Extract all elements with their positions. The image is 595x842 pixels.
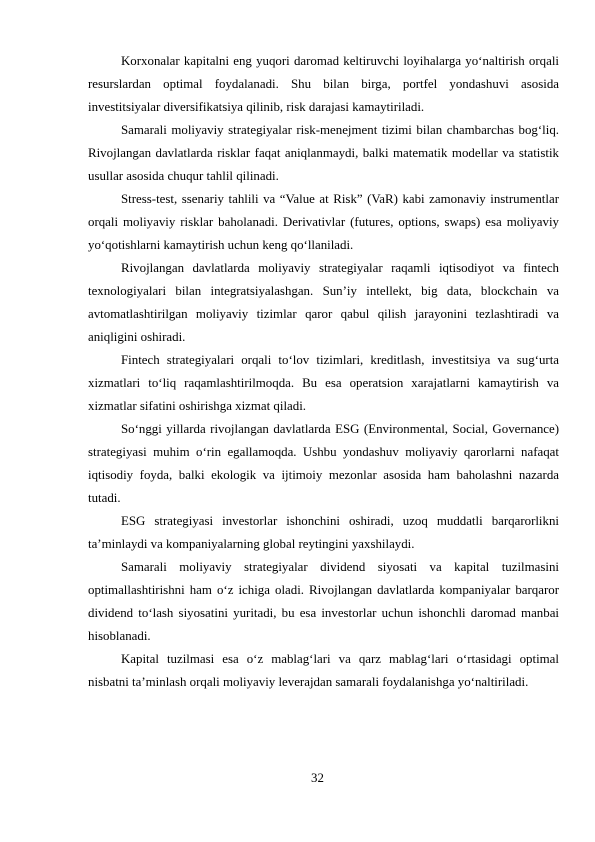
paragraph: Rivojlangan davlatlarda moliyaviy strategiyalar raqamli iqtisodiyot va fintech texnologiyalari bilan integratsiyalashgan. Sun’iy intellekt, big data, blockchain va avtomatlashtirilgan moliyaviy tizimlar qaror qabul qilish jarayonini tezlashtiradi va aniqligini oshiradi. [88, 261, 559, 344]
paragraph: Fintech strategiyalari orqali to‘lov tizimlari, kreditlash, investitsiya va sug‘urta xizmatlari to‘liq raqamlashtirilmoqda. Bu esa operatsion xarajatlarni kamaytirish va xizmatlar sifatini oshirishga xizmat qiladi. [88, 353, 559, 413]
paragraph: Stress-test, ssenariy tahlili va “Value at Risk” (VaR) kabi zamonaviy instrumentlar orqali moliyaviy risklar baholanadi. Derivativlar (futures, options, swaps) esa moliyaviy yo‘qotishlarni kamaytirish uchun keng qo‘llaniladi. [88, 192, 559, 252]
paragraph: Korxonalar kapitalni eng yuqori daromad keltiruvchi loyihalarga yo‘naltirish orqali resurslardan optimal foydalanadi. Shu bilan birga, portfel yondashuvi asosida investitsiyalar diversifikatsiya qilinib, risk darajasi kamaytiriladi. [88, 54, 559, 114]
paragraph: Samarali moliyaviy strategiyalar risk-menejment tizimi bilan chambarchas bog‘liq. Rivojlangan davlatlarda risklar faqat aniqlanmaydi, balki matematik modellar va statistik usullar asosida chuqur tahlil qilinadi. [88, 123, 559, 183]
paragraph: Samarali moliyaviy strategiyalar dividend siyosati va kapital tuzilmasini optimallashtirishni ham o‘z ichiga oladi. Rivojlangan davlatlarda kompaniyalar barqaror dividend to‘lash siyosatini yuritadi, bu esa investorlar uchun ishonchli daromad manbai hisoblanadi. [88, 560, 559, 643]
paragraph: ESG strategiyasi investorlar ishonchini oshiradi, uzoq muddatli barqarorlikni ta’minlaydi va kompaniyalarning global reytingini yaxshilaydi. [88, 514, 559, 551]
body-text [88, 50, 559, 694]
page-number: 32 [311, 771, 324, 785]
paragraph: So‘nggi yillarda rivojlangan davlatlarda ESG (Environmental, Social, Governance) strategiyasi muhim o‘rin egallamoqda. Ushbu yondashuv moliyaviy qarorlarni nafaqat iqtisodiy foyda, balki ekologik va ijtimoiy mezonlar asosida ham baholashni nazarda tutadi. [88, 422, 559, 505]
paragraph: Kapital tuzilmasi esa o‘z mablag‘lari va qarz mablag‘lari o‘rtasidagi optimal nisbatni ta’minlash orqali moliyaviy leverajdan samarali foydalanishga yo‘naltiriladi. [88, 652, 559, 689]
